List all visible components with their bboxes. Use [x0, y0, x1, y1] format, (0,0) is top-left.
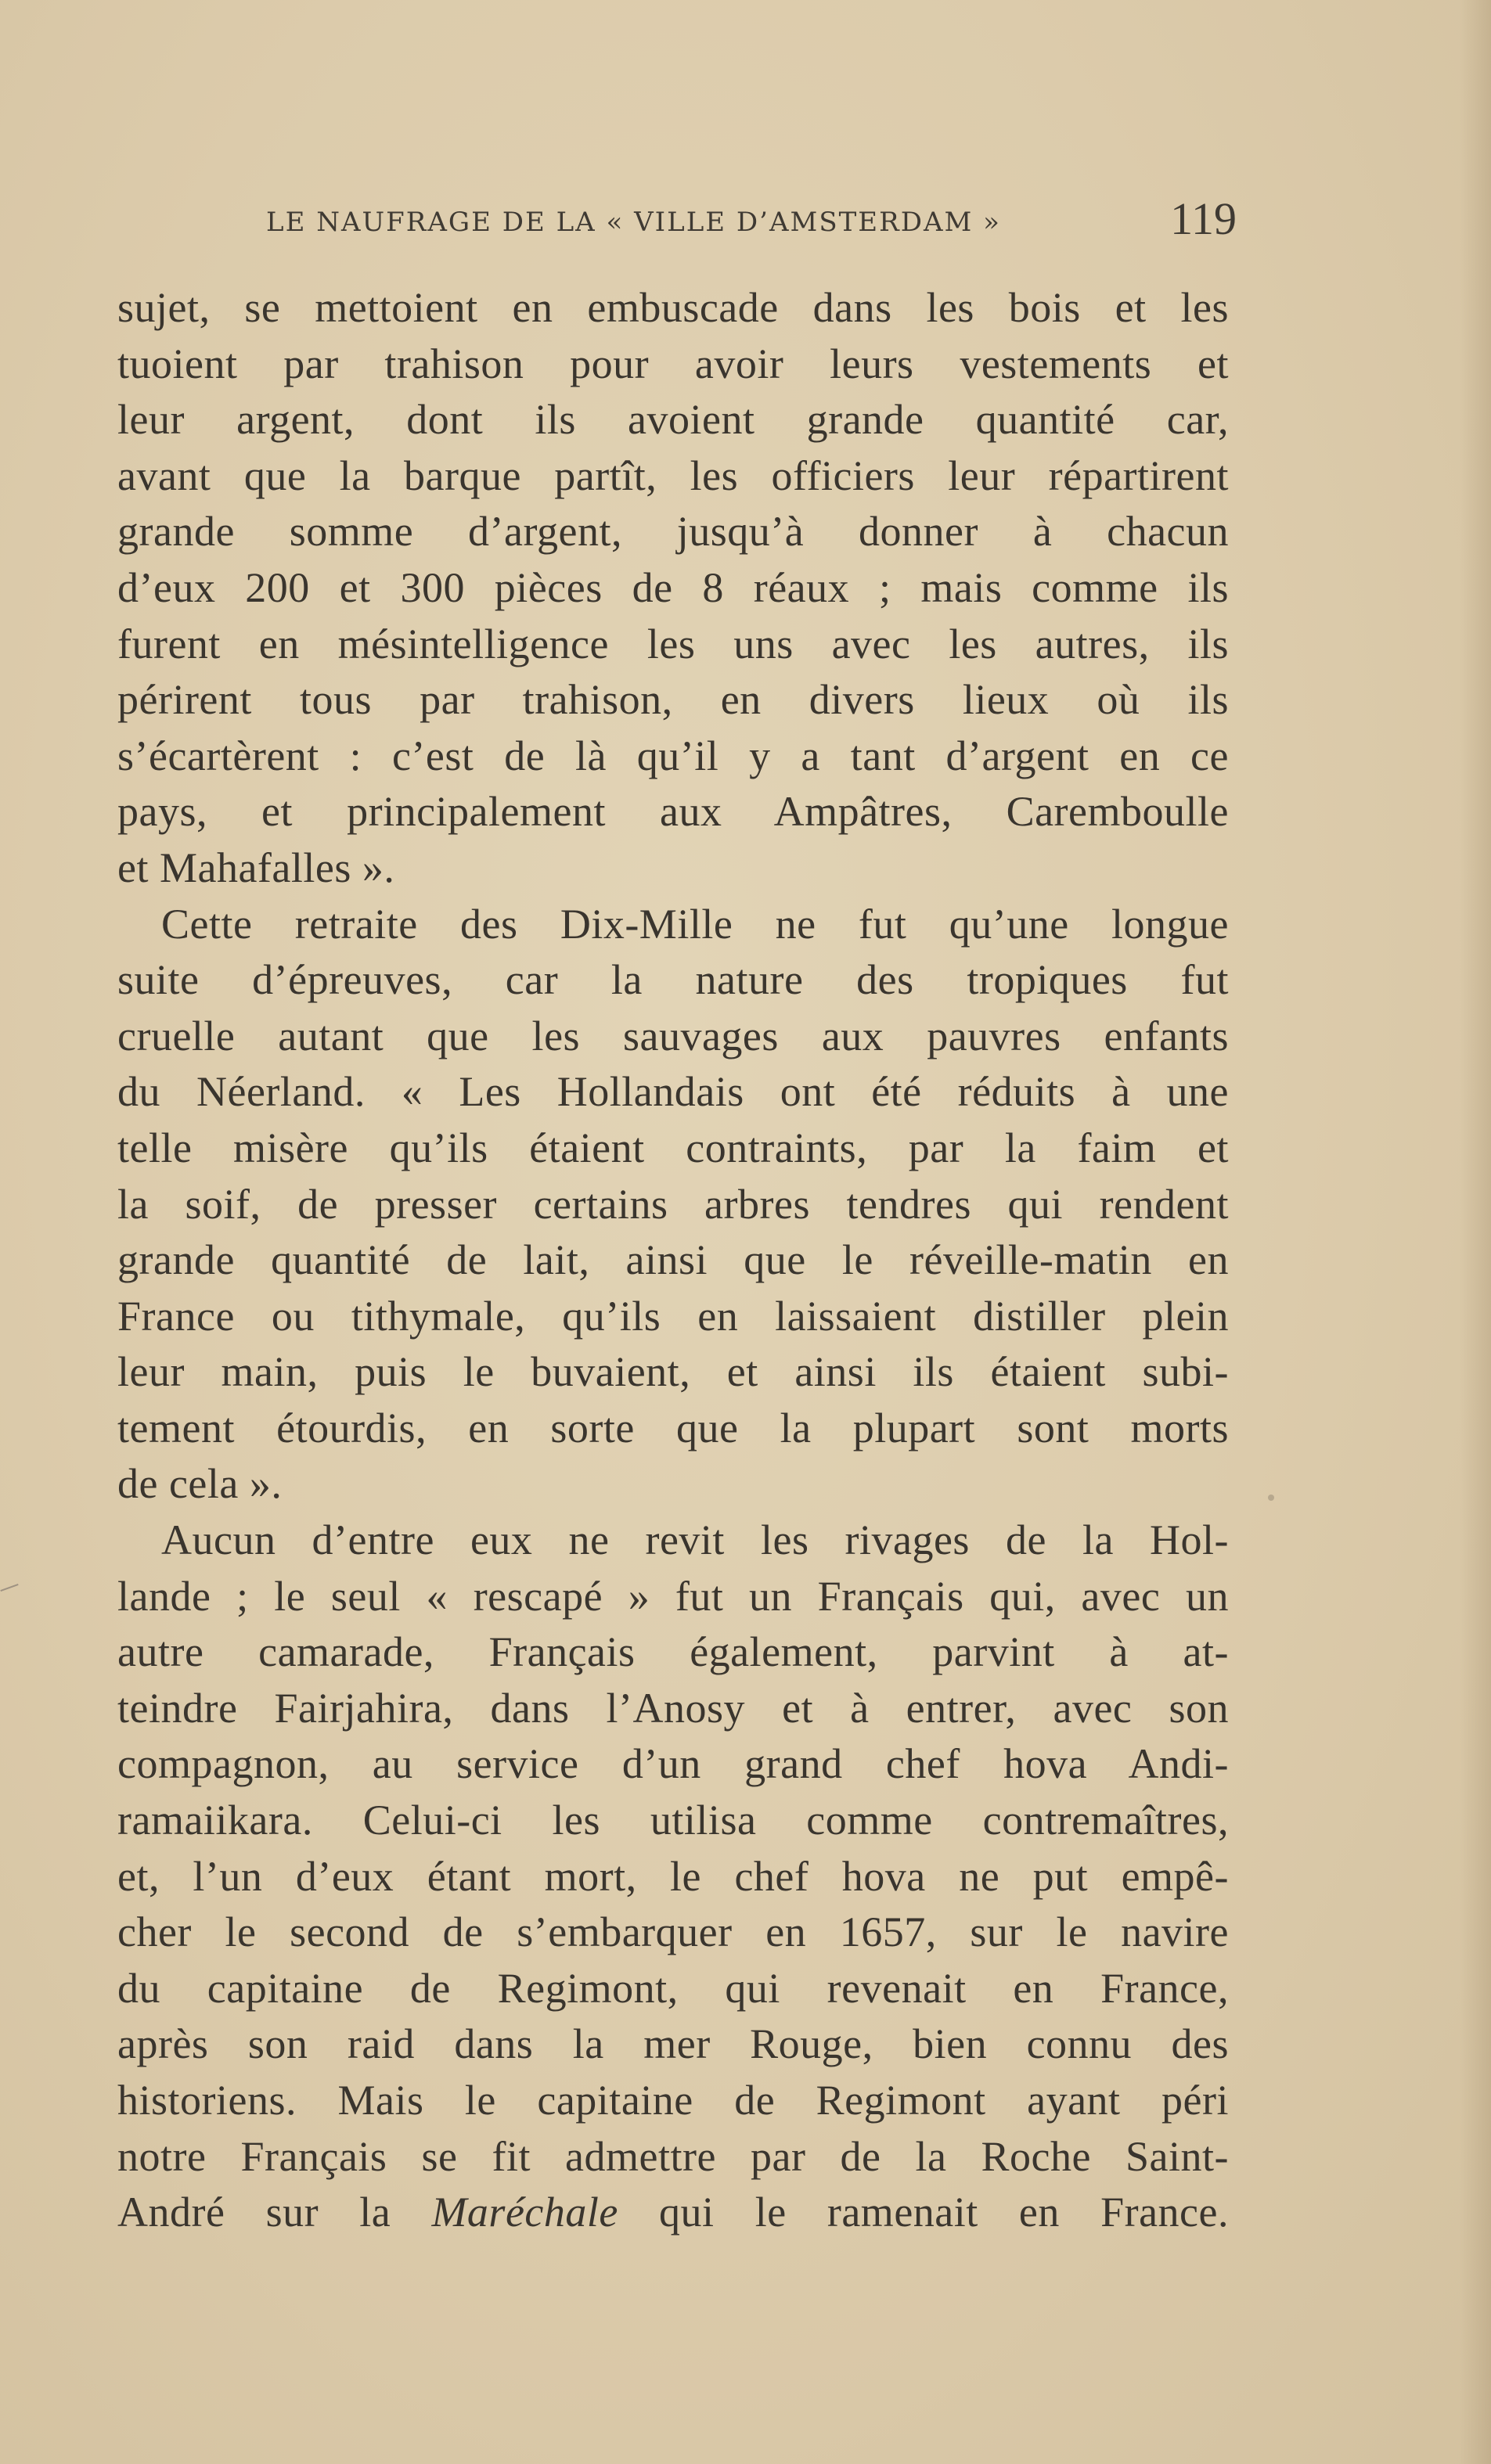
text-line: s’écartèrent : c’est de là qu’il y a tant d’argent en ce — [117, 732, 1229, 779]
text-line: pays, et principalement aux Ampâtres, Caremboulle — [117, 788, 1229, 836]
text-line: d’eux 200 et 300 pièces de 8 réaux ; mais comme ils — [117, 563, 1229, 611]
text-line: et, l’un d’eux étant mort, le chef hova ne put empê- — [117, 1852, 1229, 1900]
text-line: teindre Fairjahira, dans l’Anosy et à entrer, avec son — [117, 1684, 1229, 1732]
ship-name-italic: Maréchale — [431, 2189, 618, 2236]
text-line: du Néerland. « Les Hollandais ont été réduits à une — [117, 1068, 1229, 1116]
page-header — [266, 192, 1237, 247]
text-line: tuoient par trahison pour avoir leurs vestements et — [117, 340, 1229, 387]
text-line: telle misère qu’ils étaient contraints, par la faim et — [117, 1124, 1229, 1171]
text-line-paragraph-end: et Mahafalles ». — [117, 844, 395, 891]
text-line: lande ; le seul « rescapé » fut un Français qui, avec un — [117, 1572, 1229, 1620]
text-line: périrent tous par trahison, en divers lieux où ils — [117, 676, 1229, 724]
page-edge-shadow — [1460, 0, 1491, 2464]
text-line: après son raid dans la mer Rouge, bien connu des — [117, 2020, 1229, 2068]
text-line: historiens. Mais le capitaine de Regimont ayant péri — [117, 2077, 1229, 2124]
text-line: avant que la barque partît, les officiers leur répartirent — [117, 451, 1229, 499]
text-line-paragraph-start: Aucun d’entre eux ne revit les rivages de la Hol- — [161, 1516, 1229, 1564]
text-line: du capitaine de Regimont, qui revenait en France, — [117, 1964, 1229, 2012]
text-line: leur argent, dont ils avoient grande quantité car, — [117, 396, 1229, 444]
final-line-end: qui le ramenait en France. — [618, 2189, 1229, 2236]
text-line-final — [117, 2185, 1229, 2241]
text-line: tement étourdis, en sorte que la plupart sont morts — [117, 1404, 1229, 1451]
running-title: LE NAUFRAGE DE LA « VILLE D’AMSTERDAM » — [266, 207, 1001, 238]
text-line: la soif, de presser certains arbres tendres qui rendent — [117, 1180, 1229, 1228]
text-line: ramaiikara. Celui-ci les utilisa comme contremaîtres, — [117, 1797, 1229, 1844]
text-line: suite d’épreuves, car la nature des tropiques fut — [117, 956, 1229, 1004]
text-line: France ou tithymale, qu’ils en laissaient distiller plein — [117, 1292, 1229, 1340]
text-line: furent en mésintelligence les uns avec les autres, ils — [117, 620, 1229, 667]
text-line-paragraph-start: Cette retraite des Dix-Mille ne fut qu’une longue — [161, 900, 1229, 948]
text-line: sujet, se mettoient en embuscade dans les bois et les — [117, 284, 1229, 331]
text-line: cruelle autant que les sauvages aux pauvres enfants — [117, 1012, 1229, 1059]
text-line: grande somme d’argent, jusqu’à donner à chacun — [117, 508, 1229, 556]
text-line: cher le second de s’embarquer en 1657, sur le navire — [117, 1908, 1229, 1956]
text-line: leur main, puis le buvaient, et ainsi ils étaient subi- — [117, 1348, 1229, 1396]
final-line-start: André sur la — [117, 2189, 432, 2236]
text-line: autre camarade, Français également, parvint à at- — [117, 1628, 1229, 1676]
text-line-paragraph-end: de cela ». — [117, 1460, 283, 1508]
text-line: compagnon, au service d’un grand chef hova Andi- — [117, 1740, 1229, 1788]
paper-speck — [1268, 1495, 1274, 1501]
body-text — [117, 280, 1229, 2241]
margin-mark — [0, 1584, 18, 1592]
text-line: grande quantité de lait, ainsi que le réveille-matin en — [117, 1236, 1229, 1284]
page-number: 119 — [1170, 193, 1237, 244]
text-line: notre Français se fit admettre par de la Roche Saint- — [117, 2132, 1229, 2180]
